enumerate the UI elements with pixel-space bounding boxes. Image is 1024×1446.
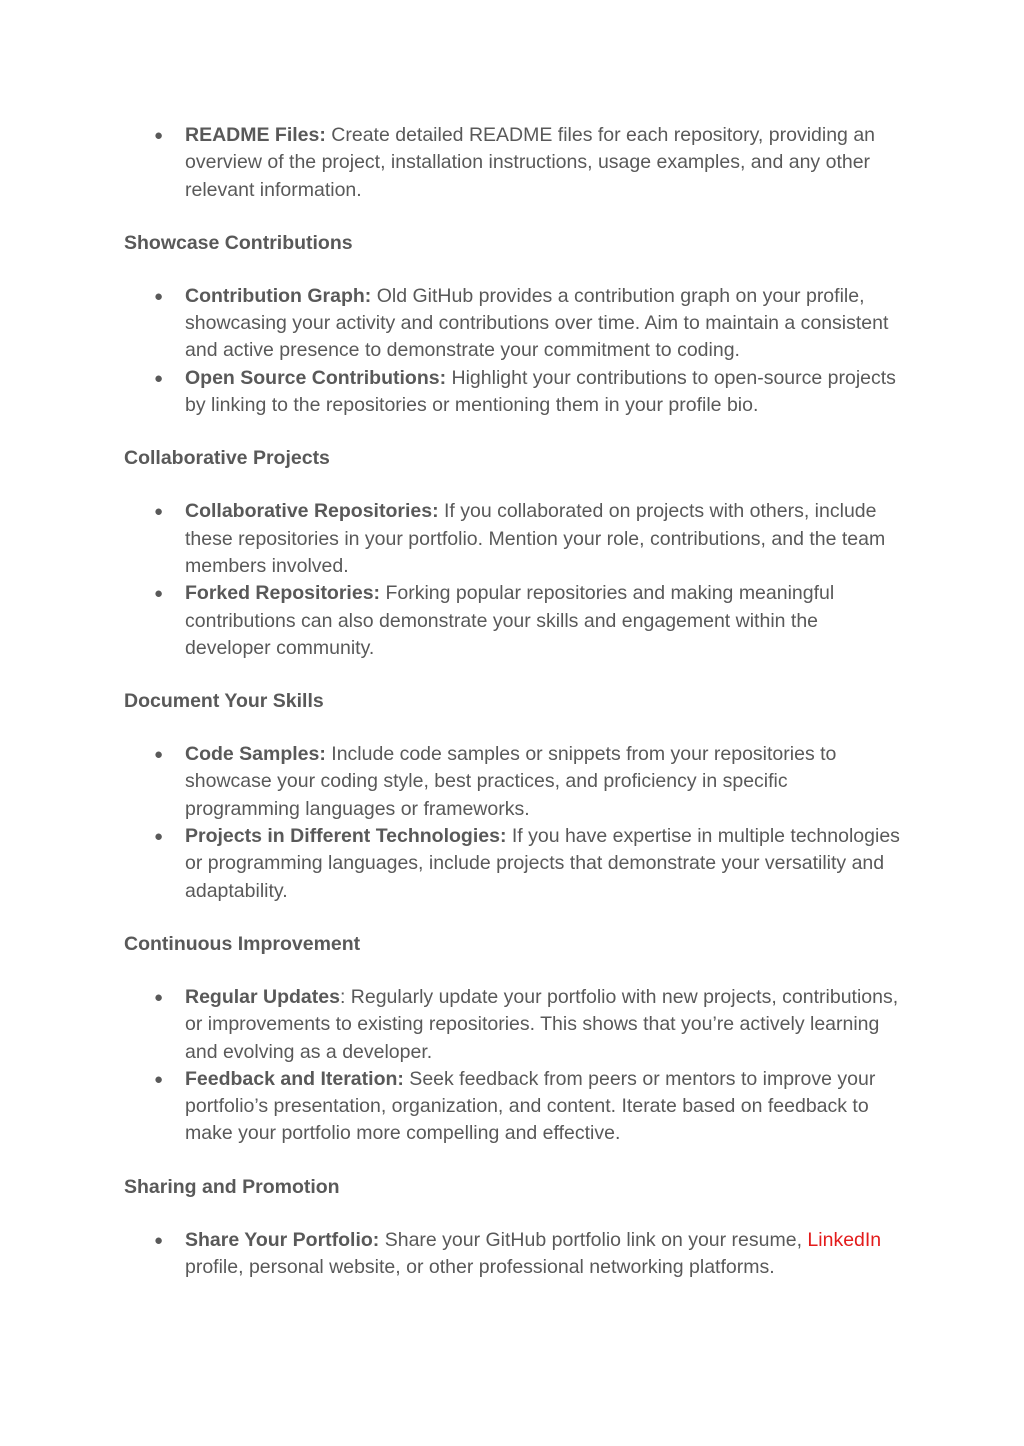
item-text: If you have expertise in multiple technologies or programming languages, include projects that demonstrate your versatility and adaptability. <box>185 825 900 902</box>
bullet-icon: ● <box>154 369 164 387</box>
document-content <box>124 122 904 1281</box>
item-term: Feedback and Iteration: <box>185 1067 404 1090</box>
list-item <box>124 741 904 823</box>
bullet-icon: ● <box>154 287 164 305</box>
section-heading-showcase-contributions: Showcase Contributions <box>124 231 353 254</box>
bullet-icon: ● <box>154 1070 164 1088</box>
document-your-skills-list <box>124 741 904 905</box>
list-item <box>124 823 904 905</box>
item-text: Highlight your contributions to open-source projects by linking to the repositories or mentioning them in your profile bio. <box>185 366 896 417</box>
item-text: Include code samples or snippets from your repositories to showcase your coding style, best practices, and proficiency in specific programming languages or frameworks. <box>185 743 837 820</box>
item-term: README Files: <box>185 124 326 146</box>
bullet-icon: ● <box>154 503 164 521</box>
item-text: Create detailed README files for each repository, providing an overview of the project, installation instructions, usage examples, and any other relevant information. <box>185 124 876 201</box>
bullet-icon: ● <box>154 1231 164 1249</box>
item-term: Projects in Different Technologies: <box>185 825 507 848</box>
list-item <box>124 580 904 662</box>
sharing-and-promotion-list <box>124 1227 904 1282</box>
item-term: Collaborative Repositories: <box>185 500 439 523</box>
item-term: Contribution Graph: <box>185 284 372 307</box>
section-heading-continuous-improvement: Continuous Improvement <box>124 932 361 955</box>
item-text: Old GitHub provides a contribution graph on your profile, showcasing your activity and contributions over time. Aim to maintain a consistent and active presence to demonstrate your commitment to coding. <box>185 284 889 362</box>
showcase-contributions-list <box>124 283 904 419</box>
readme-list <box>124 122 904 204</box>
list-item <box>124 1066 904 1148</box>
linkedin-link[interactable]: LinkedIn <box>807 1228 882 1251</box>
bullet-icon: ● <box>154 746 164 764</box>
continuous-improvement-list <box>124 984 904 1148</box>
list-item <box>124 984 904 1066</box>
item-text: Seek feedback from peers or mentors to improve your portfolio’s presentation, organization, and content. Iterate based on feedback to make your portfolio more compelling and effective. <box>185 1067 876 1145</box>
list-item <box>124 1227 904 1282</box>
item-text: : Regularly update your portfolio with new projects, contributions, or improvements to existing repositories. This shows that you’re actively learning and evolving as a developer. <box>185 985 899 1063</box>
item-text: Forking popular repositories and making meaningful contributions can also demonstrate your skills and engagement within the developer community. <box>185 582 835 659</box>
item-text: If you collaborated on projects with others, include these repositories in your portfolio. Mention your role, contributions, and the team members involved. <box>185 500 886 577</box>
list-item <box>124 365 904 420</box>
item-term: Regular Updates <box>185 985 340 1008</box>
item-term: Share Your Portfolio: <box>185 1228 380 1251</box>
bullet-icon: ● <box>154 127 164 144</box>
section-heading-document-your-skills: Document Your Skills <box>124 690 324 713</box>
list-item <box>124 122 904 204</box>
bullet-icon: ● <box>154 988 164 1006</box>
list-item <box>124 498 904 580</box>
bullet-icon: ● <box>154 585 164 603</box>
item-term: Forked Repositories: <box>185 582 381 605</box>
item-text: Share your GitHub portfolio link on your resume, <box>379 1228 808 1251</box>
collaborative-projects-list <box>124 498 904 662</box>
item-text-after: profile, personal website, or other professional networking platforms. <box>185 1256 775 1279</box>
item-term: Open Source Contributions: <box>185 366 447 389</box>
section-heading-collaborative-projects: Collaborative Projects <box>124 447 330 470</box>
item-term: Code Samples: <box>185 743 326 766</box>
section-heading-sharing-and-promotion: Sharing and Promotion <box>124 1175 340 1198</box>
list-item <box>124 283 904 365</box>
bullet-icon: ● <box>154 828 164 846</box>
